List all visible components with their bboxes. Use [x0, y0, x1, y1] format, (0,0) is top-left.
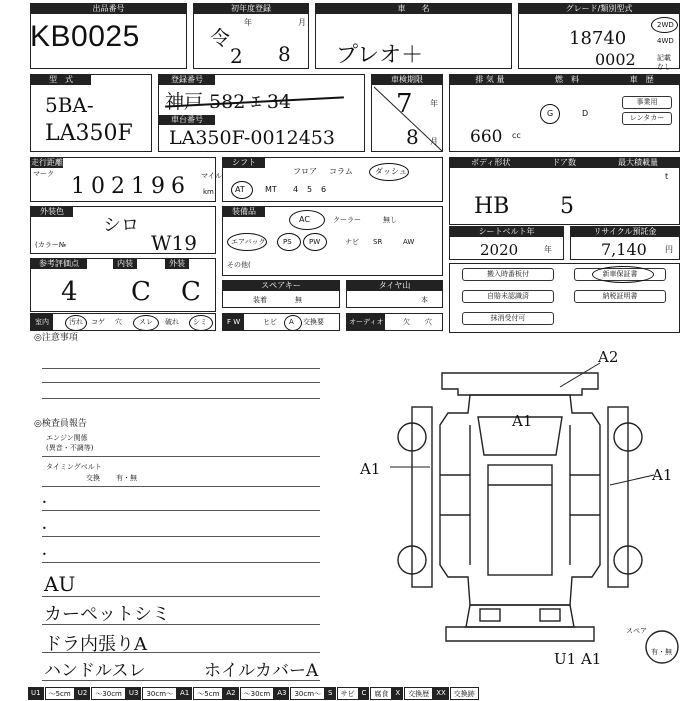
spec-box — [449, 74, 680, 152]
shift-gear-5: 5 — [307, 185, 313, 194]
tire-box — [346, 280, 443, 308]
history-rental: レンタカー — [622, 112, 672, 125]
legend-key: C — [359, 687, 371, 700]
drive-2wd: 2WD — [657, 21, 674, 29]
equip-aw: AW — [403, 238, 415, 246]
fw-row — [222, 313, 340, 331]
legend-key: S — [325, 687, 336, 700]
shift-floor: フロア — [293, 167, 317, 176]
equip-ac-circle — [289, 210, 325, 230]
interior-tear: 破れ — [165, 318, 179, 326]
fuel-d: D — [582, 109, 589, 118]
shift-label: シフト — [223, 158, 265, 168]
mileage-label: 走行距離 — [31, 158, 63, 167]
body-header — [450, 158, 679, 168]
engine-label: エンジン関係 — [46, 434, 88, 442]
displacement-label: 排 気 量 — [475, 75, 505, 84]
color-label: 外装色 — [31, 207, 73, 217]
first-reg-year: 2 — [230, 44, 243, 68]
equip-sr: SR — [373, 238, 383, 246]
shape-label: ボディ形状 — [470, 158, 511, 167]
fw-a: A — [289, 318, 294, 326]
grade-box — [518, 3, 680, 69]
mileage-box — [30, 157, 222, 202]
lot-number: KB0025 — [30, 20, 140, 53]
reg-number: 神戸 582 ｴ 34 — [165, 91, 292, 113]
inspection-year-unit: 年 — [430, 99, 438, 108]
type-model: LA350F — [45, 121, 133, 146]
interior-dirt: 汚れ — [69, 318, 83, 326]
spare-key-label: スペアキー — [223, 281, 339, 291]
color-code-label: (カラー№ — [35, 241, 67, 249]
legend-key: U1 — [28, 687, 45, 700]
inspection-month-unit: 月 — [430, 137, 438, 146]
audio-missing: 欠 — [403, 318, 410, 326]
grade-label: グレード/類別型式 — [519, 4, 679, 14]
equip-none: 無し — [383, 216, 397, 224]
shift-gear-4: 4 — [293, 185, 299, 194]
model-name-box — [315, 3, 512, 69]
seatbelt-label: シートベルト年 — [450, 227, 563, 237]
shift-dash: ダッシュ — [375, 167, 407, 176]
legend-key: XX — [433, 687, 450, 700]
shift-box — [222, 157, 443, 202]
reg-number-label: 登録番号 — [159, 75, 215, 85]
legend-val: 30cm～ — [290, 687, 325, 700]
equip-airbag-circle — [227, 233, 267, 251]
bullet-3: • — [42, 550, 47, 559]
interior-dirt-circle — [65, 315, 87, 331]
legend-val: ～30cm — [91, 687, 126, 700]
interior-burn: コゲ — [91, 318, 105, 326]
color-code: W19 — [151, 231, 198, 255]
tire-unit: 本 — [421, 296, 428, 304]
drive-4wd: 4WD — [657, 37, 674, 45]
score-exterior: C — [181, 277, 201, 307]
model-name-label: 車 名 — [316, 4, 511, 14]
engine-sub: (異音・不調等) — [46, 444, 94, 452]
legend-val: 30cm～ — [142, 687, 177, 700]
fuel-g-circle — [540, 104, 560, 124]
legend-val: ～5cm — [193, 687, 223, 700]
month-unit: 月 — [298, 18, 306, 27]
shift-dash-circle — [369, 163, 409, 181]
shift-at-circle — [231, 181, 253, 199]
equip-cooler: クーラー — [333, 216, 361, 224]
interior-scuff: スレ — [139, 318, 153, 326]
report-note-5: ホイルカバーA — [204, 661, 319, 681]
equipment-box — [222, 206, 443, 276]
fw-a-circle — [284, 315, 302, 331]
legend-key: A2 — [223, 687, 239, 700]
equip-airbag: エアバック — [231, 238, 266, 246]
score-box — [30, 258, 216, 312]
reg-box — [158, 74, 365, 152]
legend-key: A3 — [274, 687, 290, 700]
interior-stain: シミ — [193, 318, 207, 326]
drive-none: 記載なし — [657, 54, 671, 71]
eval-label: 参考評価点 — [31, 259, 87, 269]
mark-a1-top: A1 — [512, 412, 533, 430]
legend-val: サビ — [337, 687, 359, 700]
door-count: 5 — [560, 194, 574, 219]
cc-unit: cc — [512, 131, 521, 140]
exterior-label: 外装 — [165, 259, 189, 269]
interior-hole: 穴 — [115, 318, 122, 326]
inspector-heading: ◎検査員報告 — [34, 419, 87, 429]
doc-deregistration: 抹消受付可 — [462, 312, 554, 325]
audio-hole: 穴 — [425, 318, 432, 326]
color-value: シロ — [103, 215, 139, 236]
spare-label: スペア — [626, 627, 647, 635]
notes-line-2 — [42, 382, 320, 383]
door-label: ドア数 — [552, 158, 577, 167]
report-note-3: ドラ内張りA — [44, 634, 147, 655]
inspection-label: 車検期限 — [372, 75, 442, 85]
legend-key: U2 — [75, 687, 92, 700]
fw-replace: 交換要 — [303, 318, 324, 326]
body-box — [449, 157, 680, 225]
color-box — [30, 206, 216, 254]
timing-exchange: 交換 — [86, 474, 100, 482]
score-header — [31, 259, 215, 269]
report-note-2: カーペットシミ — [44, 604, 170, 625]
type-box — [30, 74, 152, 152]
timing-label: タイミングベルト — [46, 463, 102, 471]
engine-line — [42, 456, 320, 457]
tire-label: タイヤ山 — [347, 281, 442, 291]
audio-row — [346, 313, 443, 331]
score-interior: C — [131, 277, 151, 307]
equip-other: その他( — [227, 261, 251, 269]
doc-tax: 納税証明書 — [574, 290, 666, 303]
mileage-unit-km: km — [203, 188, 214, 196]
displacement-value: 660 — [470, 127, 503, 147]
audio-label: オーディオ — [347, 314, 385, 330]
first-reg-month: 8 — [278, 42, 291, 66]
history-label: 車 歴 — [629, 75, 654, 84]
damage-legend — [28, 687, 700, 700]
equip-ps-circle — [277, 233, 301, 251]
doc-warranty-circle — [592, 266, 654, 283]
timing-options: 有・無 — [116, 474, 137, 482]
fw-label: F W — [223, 314, 244, 330]
grade-line2: 0002 — [595, 50, 636, 69]
mark-a2: A2 — [598, 348, 619, 366]
notes-heading: ◎注意事項 — [34, 333, 78, 343]
interior-stain-circle — [189, 315, 213, 331]
drive-2wd-circle — [651, 17, 678, 33]
type-label: 型 式 — [31, 75, 91, 85]
shift-gear-6: 6 — [321, 185, 327, 194]
spare-key-opt1: 装着 — [253, 296, 267, 304]
report-note-1: AU — [44, 572, 76, 596]
type-prefix: 5BA- — [45, 93, 94, 117]
chassis-number: LA350F-0012453 — [169, 127, 335, 149]
seatbelt-unit: 年 — [544, 245, 552, 254]
interior-status-row — [30, 313, 216, 331]
shift-mt: MT — [265, 185, 277, 194]
grade-line1: 18740 — [569, 28, 627, 49]
capacity-label: 最大積載量 — [618, 158, 659, 167]
recycle-amount: 7,140 — [601, 240, 647, 259]
capacity-unit: t — [665, 172, 669, 181]
notes-line-3 — [42, 398, 320, 399]
equip-pw: PW — [309, 238, 321, 246]
legend-val: 交換跡 — [450, 687, 479, 700]
recycle-box — [570, 226, 680, 260]
fuel-g: G — [547, 109, 554, 118]
shift-at: AT — [235, 185, 245, 194]
legend-val: 腐食 — [370, 687, 392, 700]
chassis-label: 車台番号 — [159, 115, 215, 125]
inspection-box — [371, 74, 443, 152]
bullet-1: • — [42, 498, 47, 507]
history-business: 事業用 — [622, 96, 672, 109]
mileage-unit-mile: マイル — [201, 172, 222, 180]
mileage-value: 102196 — [71, 174, 191, 199]
legend-val: ～30cm — [240, 687, 275, 700]
model-name: プレオ＋ — [336, 43, 424, 68]
timing-line — [42, 486, 320, 487]
equip-ps: PS — [283, 238, 292, 246]
spec-header — [450, 75, 679, 85]
mark-a1-left: A1 — [360, 460, 381, 478]
legend-key: U3 — [126, 687, 143, 700]
fw-crack: ヒビ — [263, 318, 277, 326]
legend-val: 交換歴 — [404, 687, 433, 700]
fuel-label: 燃 料 — [555, 75, 580, 84]
inspection-year: 7 — [396, 89, 413, 119]
inspection-month: 8 — [406, 125, 419, 149]
shift-column: コラム — [329, 167, 353, 176]
equip-pw-circle — [303, 233, 327, 251]
first-reg-era: 令 — [210, 26, 230, 50]
body-shape: HB — [474, 194, 510, 219]
report-note-4: ハンドルスレ — [44, 661, 146, 681]
recycle-label: リサイクル預託金 — [571, 227, 679, 237]
score-eval: 4 — [61, 277, 78, 307]
equipment-label: 装備品 — [223, 207, 265, 217]
interior-status-label: 室内 — [31, 314, 53, 330]
recycle-unit: 円 — [665, 245, 673, 254]
seatbelt-box — [449, 226, 564, 260]
first-reg-label: 初年度登録 — [194, 4, 308, 14]
equip-navi: ナビ — [345, 238, 359, 246]
mileage-mark-label: マーク — [33, 170, 54, 178]
year-unit: 年 — [244, 18, 252, 27]
documents-box — [449, 263, 680, 333]
doc-import-plate: 搬入時番板付 — [462, 268, 554, 281]
equip-ac: AC — [299, 215, 310, 224]
first-reg-box — [193, 3, 309, 69]
spare-key-opt2: 無 — [295, 296, 302, 304]
interior-label: 内装 — [113, 259, 137, 269]
spare-key-box — [222, 280, 340, 308]
doc-warranty: 新車保証書 — [574, 268, 666, 281]
mark-a1-right: A1 — [652, 466, 673, 484]
spare-value: 有・無 — [651, 648, 672, 656]
seatbelt-year: 2020 — [480, 241, 519, 259]
bullet-2: • — [42, 524, 47, 533]
legend-key: A1 — [177, 687, 193, 700]
doc-insurance: 自賠未認識済 — [462, 290, 554, 303]
interior-scuff-circle — [133, 315, 159, 331]
mark-u1-a1: U1 A1 — [554, 650, 602, 668]
notes-line-1 — [42, 368, 320, 369]
legend-val: ～5cm — [45, 687, 75, 700]
lot-label: 出品番号 — [31, 4, 186, 14]
legend-key: X — [392, 687, 404, 700]
